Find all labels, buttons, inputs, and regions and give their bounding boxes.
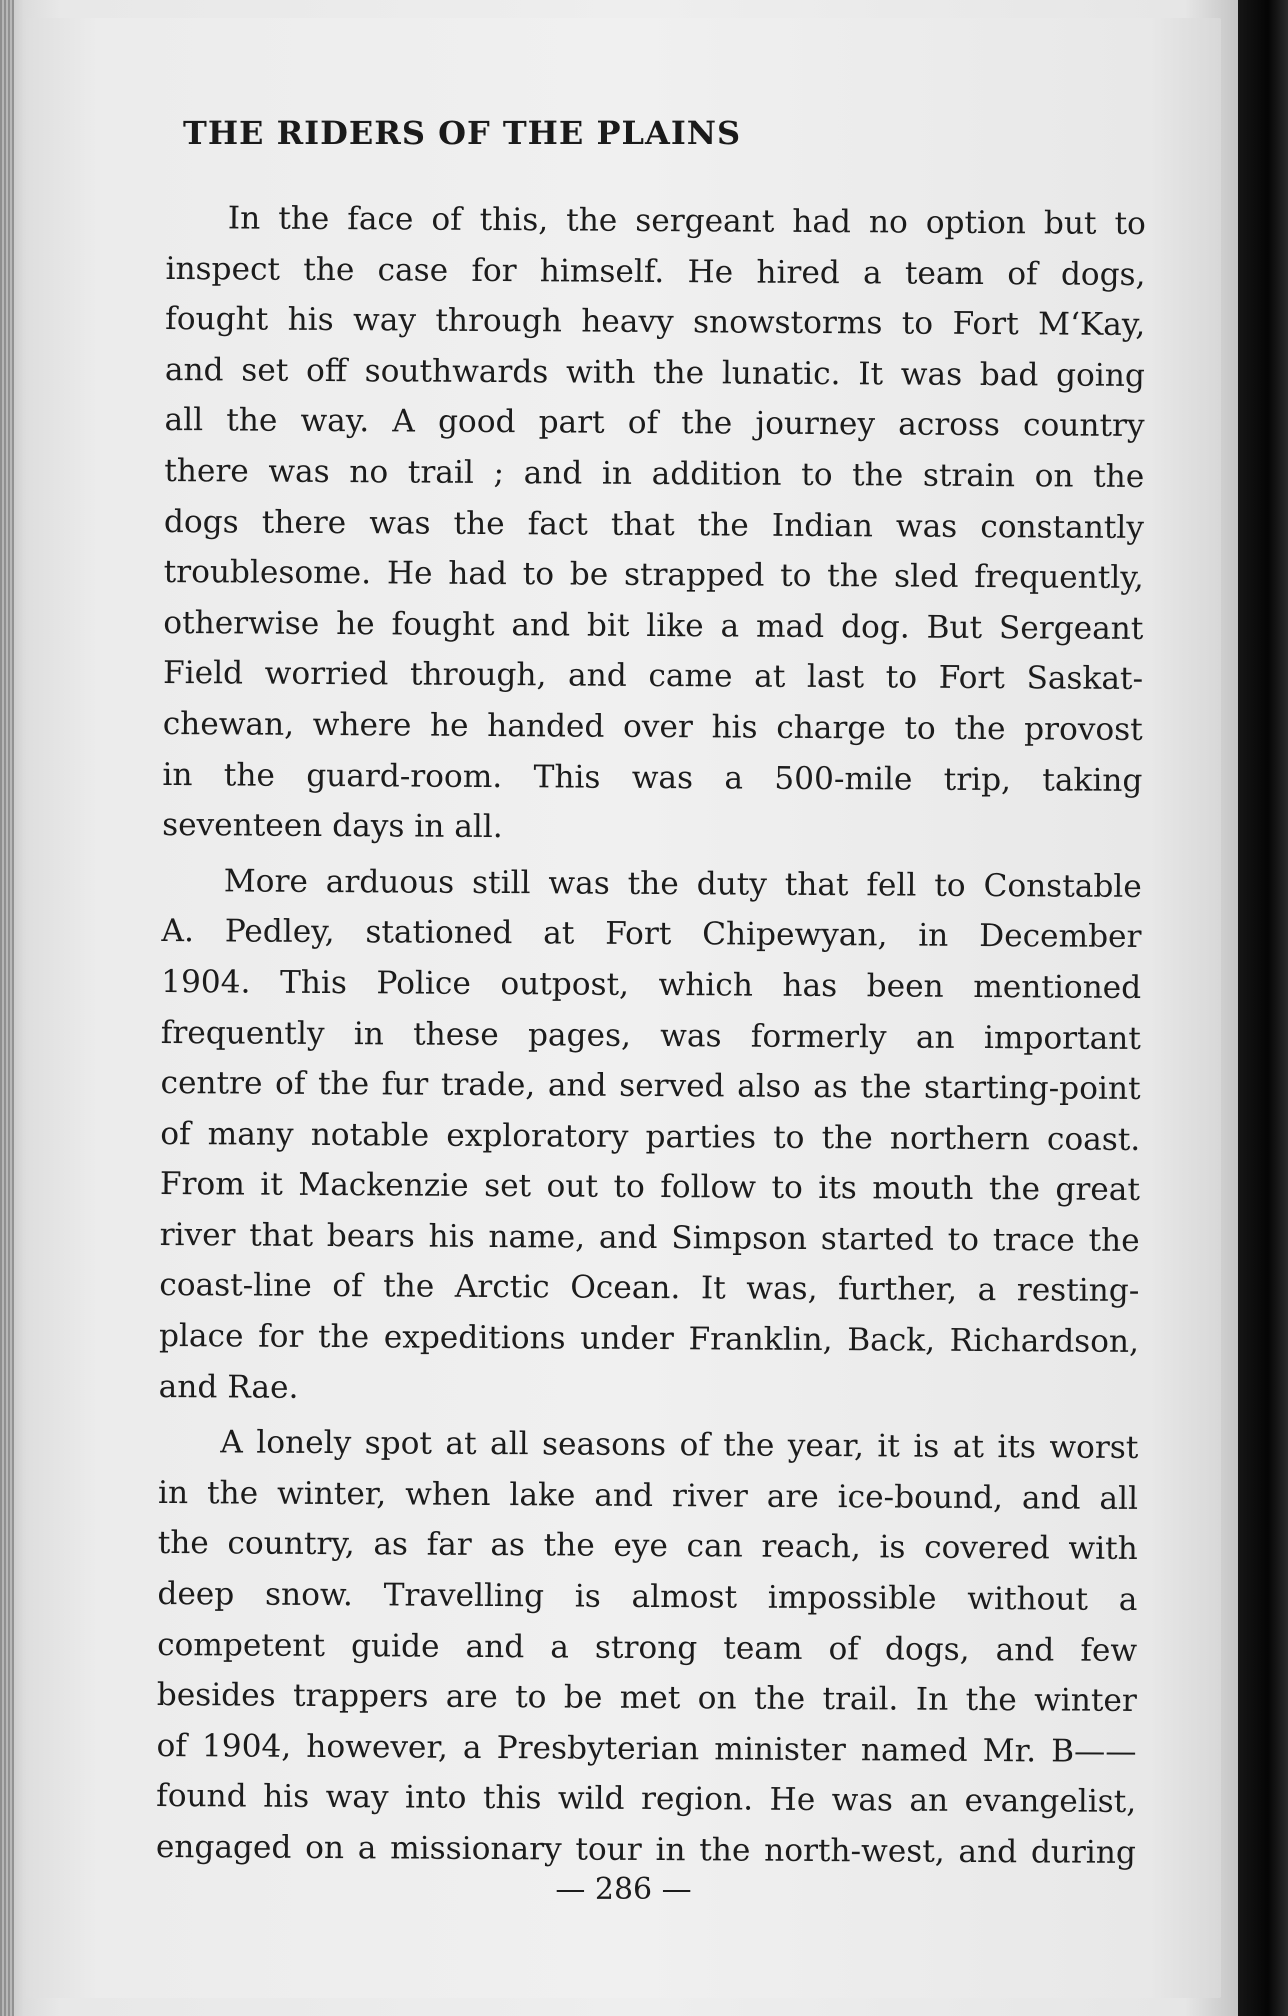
paragraph-1 bbox=[162, 193, 1146, 857]
text-line: in the guard-room. This was a 500-mile trip, taking bbox=[162, 756, 1143, 799]
text-line: frequently in these pages, was formerly an important bbox=[160, 1014, 1141, 1057]
text-line: competent guide and a strong team of dogs, and few bbox=[157, 1626, 1138, 1669]
text-line: engaged on a missionary tour in the north-west, and during bbox=[155, 1828, 1136, 1871]
text-line: Field worried through, and came at last to Fort Saskat- bbox=[162, 655, 1144, 698]
text-line: From it Mackenzie set out to follow to its mouth the great bbox=[159, 1166, 1141, 1209]
text-line: there was no trail ; and in addition to the strain on the bbox=[164, 452, 1145, 495]
text-line: besides trappers are to be met on the trail. In the winter bbox=[156, 1677, 1137, 1720]
body-text bbox=[156, 193, 1146, 1884]
book-page bbox=[26, 18, 1221, 1998]
text-line: and set off southwards with the lunatic. It was bad going bbox=[164, 351, 1146, 394]
text-line: In the face of this, the sergeant had no option but to bbox=[227, 200, 1146, 242]
paragraph-2 bbox=[159, 856, 1142, 1419]
text-line: the country, as far as the eye can reach, is covered with bbox=[157, 1525, 1138, 1568]
text-line: found his way into this wild region. He was an evangelist, bbox=[156, 1778, 1137, 1821]
text-line: river that bears his name, and Simpson started to trace the bbox=[159, 1216, 1140, 1259]
text-line: of 1904, however, a Presbyterian minister named Mr. B—— bbox=[156, 1727, 1137, 1770]
text-line: A. Pedley, stationed at Fort Chipewyan, in December bbox=[161, 913, 1142, 956]
text-line: in the winter, when lake and river are ice-bound, and all bbox=[157, 1474, 1139, 1517]
text-line: otherwise he fought and bit like a mad dog. But Sergeant bbox=[163, 604, 1144, 647]
running-head: THE RIDERS OF THE PLAINS bbox=[183, 114, 742, 152]
text-line: all the way. A good part of the journey across country bbox=[164, 402, 1145, 445]
text-line: place for the expeditions under Franklin, Back, Richardson, bbox=[158, 1318, 1140, 1361]
text-line: 1904. This Police outpost, which has been mentioned bbox=[161, 963, 1142, 1006]
text-line: dogs there was the fact that the Indian was constantly bbox=[163, 503, 1145, 546]
text-line: of many notable exploratory parties to the northern coast. bbox=[160, 1115, 1141, 1158]
text-line: seventeen days in all. bbox=[162, 807, 503, 846]
binding-edge bbox=[0, 0, 14, 2016]
text-line: chewan, where he handed over his charge to the provost bbox=[162, 705, 1143, 748]
page-number: — 286 — bbox=[555, 1872, 692, 1907]
text-line: troublesome. He had to be strapped to the sled frequently, bbox=[163, 554, 1144, 597]
text-line: fought his way through heavy snowstorms to Fort M‘Kay, bbox=[165, 301, 1146, 344]
paragraph-3 bbox=[156, 1417, 1139, 1878]
text-line: inspect the case for himself. He hired a team of dogs, bbox=[165, 250, 1146, 293]
text-line: and Rae. bbox=[158, 1368, 299, 1406]
text-line: centre of the fur trade, and served also as the starting-point bbox=[160, 1065, 1141, 1108]
text-line: More arduous still was the duty that fell to Constable bbox=[223, 863, 1142, 905]
text-line: deep snow. Travelling is almost impossible without a bbox=[157, 1576, 1138, 1618]
text-line: coast-line of the Arctic Ocean. It was, further, a resting- bbox=[159, 1267, 1140, 1310]
text-line: A lonely spot at all seasons of the year, it is at its worst bbox=[220, 1424, 1139, 1467]
book-edge-shadow bbox=[1238, 0, 1288, 2016]
